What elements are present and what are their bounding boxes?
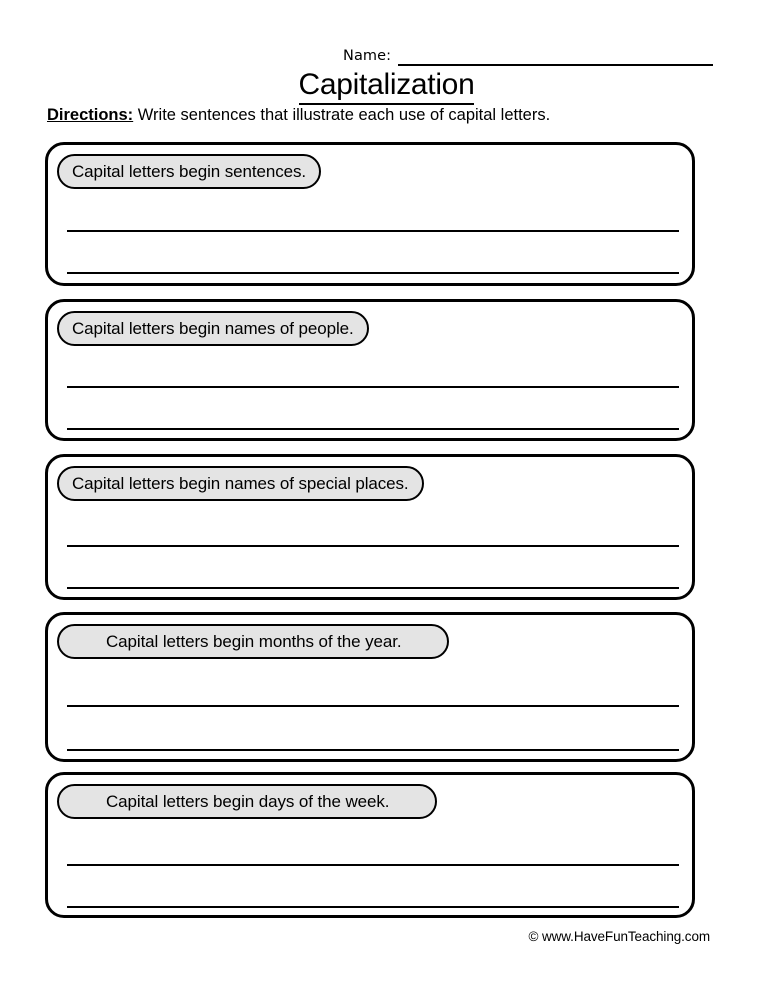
name-input-blank[interactable] — [398, 49, 713, 66]
answer-line[interactable] — [67, 749, 679, 751]
directions — [47, 105, 550, 125]
page-title — [0, 68, 773, 105]
prompt-label-pill: Capital letters begin months of the year. — [57, 624, 449, 659]
answer-line[interactable] — [67, 587, 679, 589]
answer-line[interactable] — [67, 906, 679, 908]
name-field-row — [343, 44, 713, 66]
answer-line[interactable] — [67, 545, 679, 547]
directions-label: Directions: — [47, 106, 134, 124]
prompt-box — [45, 454, 695, 600]
answer-line[interactable] — [67, 386, 679, 388]
answer-line[interactable] — [67, 864, 679, 866]
directions-text: Write sentences that illustrate each use of capital letters. — [137, 106, 551, 124]
prompt-label-pill: Capital letters begin sentences. — [57, 154, 321, 189]
prompt-box — [45, 299, 695, 441]
answer-line[interactable] — [67, 428, 679, 430]
answer-line[interactable] — [67, 230, 679, 232]
footer-credit: © www.HaveFunTeaching.com — [528, 929, 710, 944]
prompt-label-pill: Capital letters begin names of special places. — [57, 466, 424, 501]
page-title-text: Capitalization — [299, 68, 475, 105]
prompt-box — [45, 612, 695, 762]
prompt-box — [45, 772, 695, 918]
prompt-label-pill: Capital letters begin names of people. — [57, 311, 369, 346]
answer-line[interactable] — [67, 272, 679, 274]
name-label: Name: — [343, 48, 392, 64]
prompt-label-pill: Capital letters begin days of the week. — [57, 784, 437, 819]
answer-line[interactable] — [67, 705, 679, 707]
prompt-box — [45, 142, 695, 286]
